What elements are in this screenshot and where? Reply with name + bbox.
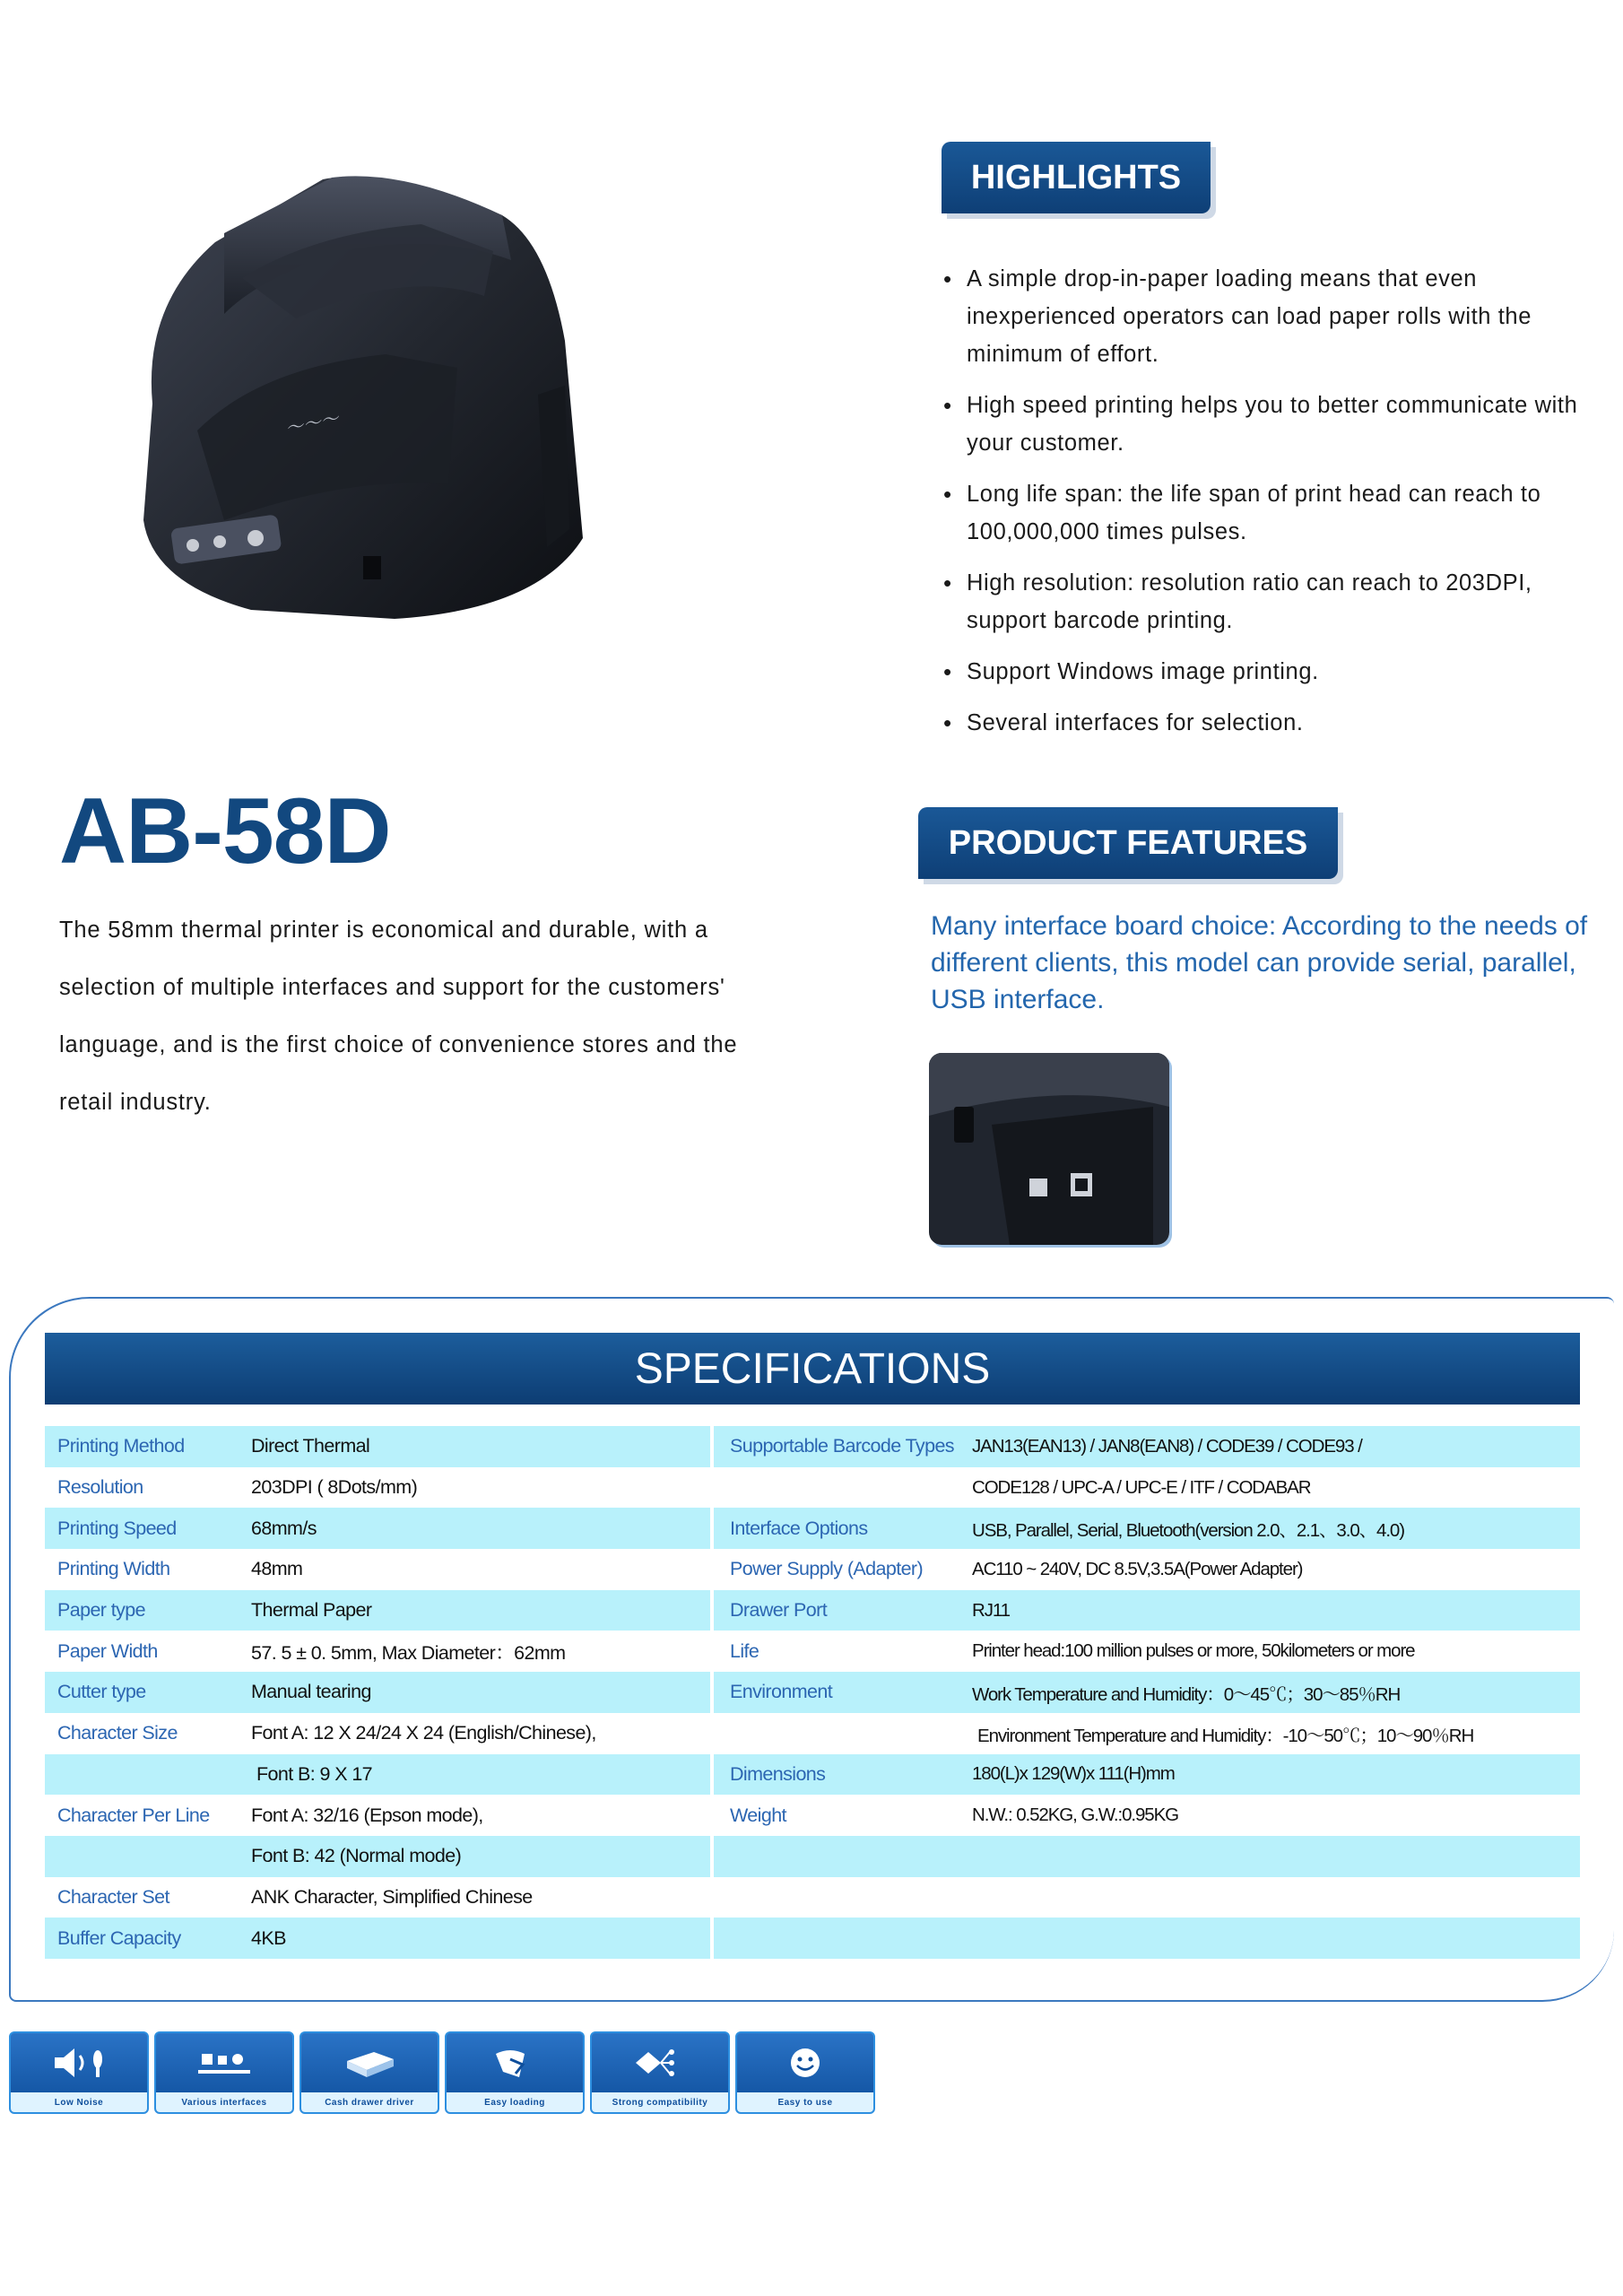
spec-value: 180(L)x 129(W)x 111(H)mm — [972, 1754, 1580, 1796]
product-features-heading: PRODUCT FEATURES — [918, 807, 1338, 879]
table-row — [45, 1549, 1580, 1590]
highlights-list — [942, 260, 1605, 755]
spec-value: Work Temperature and Humidity：0～45℃；30～85％RH — [972, 1672, 1580, 1713]
list-item: • Support Windows image printing. — [942, 653, 1605, 691]
model-name: AB-58D — [59, 779, 391, 883]
feature-badge-label: Easy loading — [447, 2092, 583, 2112]
spec-label: Paper Width — [57, 1639, 158, 1662]
feature-badge — [445, 2031, 585, 2114]
table-row — [45, 1754, 1580, 1796]
table-row — [45, 1672, 1580, 1713]
spec-label — [714, 1836, 972, 1877]
table-row — [45, 1918, 1580, 1959]
spec-label: Paper type — [45, 1590, 246, 1631]
spec-value: 57. 5 ± 0. 5mm, Max Diameter：62mm — [251, 1641, 566, 1664]
list-item: • Long life span: the life span of print head can reach to 100,000,000 times pulses. — [942, 475, 1605, 551]
spec-label: Life — [730, 1639, 759, 1662]
feature-badge-label: Cash drawer driver — [301, 2092, 438, 2112]
spec-value: 48mm — [251, 1558, 303, 1580]
spec-value: Font B: 9 X 17 — [246, 1754, 710, 1796]
spec-value — [972, 1836, 1580, 1877]
spec-label: Resolution — [57, 1476, 143, 1499]
spec-label: Dimensions — [714, 1754, 972, 1796]
feature-badge — [735, 2031, 875, 2114]
spec-label: Printing Width — [57, 1558, 170, 1580]
feature-badge — [299, 2031, 439, 2114]
spec-value: Thermal Paper — [246, 1590, 710, 1631]
product-features-text: Many interface board choice: According to the needs of different clients, this model can provide serial, parallel, USB interface. — [931, 911, 1588, 1014]
spec-label — [714, 1713, 972, 1754]
spec-label: Power Supply (Adapter) — [730, 1558, 924, 1580]
feature-icons — [9, 2031, 875, 2114]
spec-label: Interface Options — [714, 1508, 972, 1549]
spec-label — [714, 1877, 972, 1918]
interfaces-icon — [156, 2033, 292, 2092]
spec-label: Character Size — [57, 1722, 178, 1744]
spec-value: 203DPI ( 8Dots/mm) — [251, 1476, 418, 1499]
feature-badge — [590, 2031, 730, 2114]
spec-value — [972, 1918, 1580, 1959]
spec-value: Manual tearing — [246, 1672, 710, 1713]
list-item: • A simple drop-in-paper loading means that even inexperienced operators can load paper rolls with the minimum of effort. — [942, 260, 1605, 373]
spec-label: Printing Method — [45, 1426, 246, 1467]
table-row — [45, 1590, 1580, 1631]
spec-value: N.W.: 0.52KG, G.W.:0.95KG — [972, 1805, 1178, 1826]
list-item: • Several interfaces for selection. — [942, 704, 1605, 742]
spec-label — [714, 1918, 972, 1959]
paper-loading-icon — [447, 2033, 583, 2092]
spec-value: JAN13(EAN13) / JAN8(EAN8) / CODE39 / CODE93 / — [972, 1426, 1580, 1467]
spec-value — [972, 1877, 1580, 1918]
spec-label: Drawer Port — [714, 1590, 972, 1631]
spec-value: RJ11 — [972, 1590, 1580, 1631]
feature-badge-label: Strong compatibility — [592, 2092, 728, 2112]
spec-value: USB, Parallel, Serial, Bluetooth(version 2.0、2.1、3.0、4.0) — [972, 1508, 1580, 1549]
spec-label: Weight — [730, 1804, 786, 1826]
spec-label: Supportable Barcode Types — [714, 1426, 972, 1467]
svg-text:〜〜〜: 〜〜〜 — [283, 408, 341, 439]
table-row — [45, 1795, 1580, 1836]
cash-drawer-icon — [301, 2033, 438, 2092]
feature-badge-label: Easy to use — [737, 2092, 873, 2112]
interface-ports-image — [929, 1053, 1169, 1245]
feature-badge-label: Various interfaces — [156, 2092, 292, 2112]
spec-label: Character Set — [57, 1885, 169, 1908]
table-row — [45, 1713, 1580, 1754]
spec-label: Environment — [714, 1672, 972, 1713]
table-row — [45, 1877, 1580, 1918]
spec-label: Printing Speed — [45, 1508, 246, 1549]
spec-value: ANK Character, Simplified Chinese — [251, 1885, 533, 1908]
spec-value: Font A: 12 X 24/24 X 24 (English/Chinese), — [251, 1722, 596, 1744]
feature-badge — [154, 2031, 294, 2114]
spec-value: Font B: 42 (Normal mode) — [246, 1836, 710, 1877]
compatibility-icon — [592, 2033, 728, 2092]
table-row — [45, 1508, 1580, 1549]
spec-value: AC110 ~ 240V, DC 8.5V,3.5A(Power Adapter) — [972, 1558, 1303, 1579]
list-item: • High speed printing helps you to better communicate with your customer. — [942, 387, 1605, 462]
speaker-icon — [11, 2033, 147, 2092]
spec-value: 68mm/s — [246, 1508, 710, 1549]
spec-value: Direct Thermal — [246, 1426, 710, 1467]
feature-badge — [9, 2031, 149, 2114]
highlights-heading: HIGHLIGHTS — [942, 142, 1211, 213]
printer-image — [117, 161, 619, 628]
spec-label: Buffer Capacity — [45, 1918, 246, 1959]
table-row — [45, 1836, 1580, 1877]
spec-value: 4KB — [246, 1918, 710, 1959]
specifications-heading: SPECIFICATIONS — [45, 1333, 1580, 1405]
list-item: • High resolution: resolution ratio can reach to 203DPI, support barcode printing. — [942, 564, 1605, 639]
spec-label — [45, 1754, 246, 1796]
spec-value: CODE128 / UPC-A / UPC-E / ITF / CODABAR — [972, 1476, 1311, 1498]
table-row — [45, 1426, 1580, 1467]
table-row — [45, 1631, 1580, 1672]
smiley-icon — [737, 2033, 873, 2092]
spec-label: Cutter type — [45, 1672, 246, 1713]
spec-label: Character Per Line — [57, 1804, 210, 1826]
spec-value: Font A: 32/16 (Epson mode), — [251, 1804, 483, 1826]
spec-label — [714, 1467, 972, 1509]
spec-value: Printer head:100 million pulses or more, 50kilometers or more — [972, 1640, 1415, 1662]
specifications-table — [45, 1426, 1580, 1959]
spec-value: Environment Temperature and Humidity：-10～50℃；10～90％RH — [977, 1725, 1474, 1746]
feature-badge-label: Low Noise — [11, 2092, 147, 2112]
spec-label — [45, 1836, 246, 1877]
table-row — [45, 1467, 1580, 1509]
model-description: The 58mm thermal printer is economical and durable, with a selection of multiple interfaces and support for the customers' language, and is the first choice of convenience stores and the retail industry. — [59, 918, 738, 1115]
